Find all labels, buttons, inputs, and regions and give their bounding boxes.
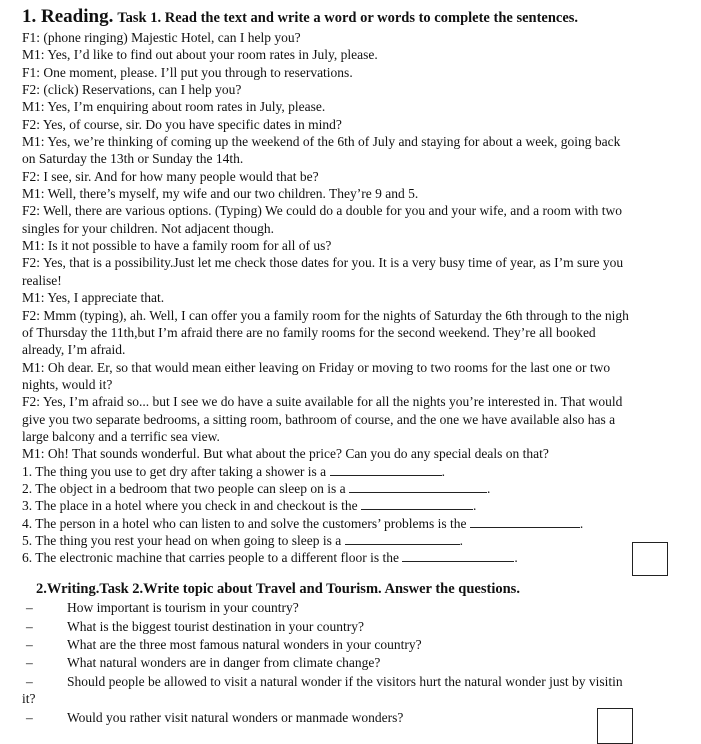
- transcript-line: F2: Yes, that is a possibility.Just let me check those dates for you. It is a very busy time of year, as I’m sure you: [22, 255, 624, 271]
- transcript-line: singles for your children. Not adjacent though.: [22, 220, 274, 236]
- writing-question: [0, 618, 701, 636]
- answer-blank[interactable]: [349, 480, 487, 493]
- transcript-line: M1: Yes, I appreciate that.: [22, 290, 165, 306]
- transcript-line: F2: Yes, I’m afraid so... but I see we do have a suite available for all the nights you’re interested in. That would: [22, 394, 623, 410]
- transcript-line: on Saturday the 13th or Sunday the 14th.: [22, 151, 244, 167]
- transcript-line: large balcony and a terrific sea view.: [22, 428, 220, 444]
- sentence-item: [22, 532, 698, 549]
- sentence-end: .: [459, 532, 463, 548]
- dash-bullet: –: [26, 619, 33, 634]
- transcript-line: F1: One moment, please. I’ll put you through to reservations.: [22, 64, 353, 80]
- transcript-line: M1: Is it not possible to have a family room for all of us?: [22, 238, 332, 254]
- transcript-line: already, I’m afraid.: [22, 342, 126, 358]
- transcript-line: M1: Yes, I’m enquiring about room rates in July, please.: [22, 99, 326, 115]
- transcript-line: M1: Yes, I’d like to find out about your room rates in July, please.: [22, 47, 378, 63]
- writing-section-number: 2.Writing.: [36, 581, 100, 597]
- question-text: What is the biggest tourist destination in your country?: [67, 619, 364, 634]
- sentence-text: 3. The place in a hotel where you check in and checkout is the: [22, 498, 358, 514]
- sentence-item: [22, 549, 698, 566]
- question-text: What natural wonders are in danger from climate change?: [67, 655, 381, 670]
- dash-bullet: –: [26, 710, 33, 725]
- answer-blank[interactable]: [361, 497, 473, 510]
- dash-bullet: –: [26, 637, 33, 652]
- answer-blank[interactable]: [345, 532, 460, 545]
- transcript-line: nights, would it?: [22, 376, 113, 392]
- transcript-line: F2: Well, there are various options. (Typing) We could do a double for you and your wife, and a room with two: [22, 203, 623, 219]
- question-text: Would you rather visit natural wonders or manmade wonders?: [67, 710, 404, 725]
- sentence-end: .: [487, 480, 491, 496]
- question-text: Should people be allowed to visit a natural wonder if the visitors hurt the natural wonder just by visitin: [67, 674, 623, 689]
- question-text: What are the three most famous natural wonders in your country?: [67, 637, 422, 652]
- reading-transcript: [22, 29, 698, 567]
- transcript-line: of Thursday the 11th,but I’m afraid there are no family rooms for the second weekend. They’re all booked: [22, 324, 596, 340]
- answer-blank[interactable]: [470, 515, 580, 528]
- reading-heading: [22, 6, 578, 28]
- question-continuation: it?: [22, 691, 36, 706]
- transcript-line: F2: Mmm (typing), ah. Well, I can offer you a family room for the nights of Saturday the 6th through to the nigh: [22, 307, 629, 323]
- transcript-line: give you two separate bedrooms, a sitting room, bathroom of course, and the one we have available also has a: [22, 411, 616, 427]
- sentence-item: [22, 497, 698, 514]
- sentence-item: [22, 480, 698, 497]
- transcript-line: F2: I see, sir. And for how many people would that be?: [22, 168, 319, 184]
- sentence-text: 4. The person in a hotel who can listen to and solve the customers’ problems is the: [22, 515, 467, 531]
- question-text: How important is tourism in your country?: [67, 600, 299, 615]
- transcript-line: F2: (click) Reservations, can I help you?: [22, 82, 242, 98]
- sentence-text: 2. The object in a bedroom that two people can sleep on is a: [22, 480, 346, 496]
- dash-bullet: –: [26, 674, 33, 689]
- sentence-item: [22, 515, 698, 532]
- transcript-line: F2: Yes, of course, sir. Do you have specific dates in mind?: [22, 116, 342, 132]
- transcript-line: F1: (phone ringing) Majestic Hotel, can I help you?: [22, 30, 301, 45]
- sentence-end: .: [579, 515, 584, 531]
- transcript-line: M1: Yes, we’re thinking of coming up the weekend of the 6th of July and staying for about a week, going back: [22, 134, 621, 150]
- sentence-text: 6. The electronic machine that carries people to a different floor is the: [22, 550, 399, 566]
- reading-section-number: 1. Reading.: [22, 6, 114, 27]
- writing-task-instruction: Task 2.Write topic about Travel and Tourism. Answer the questions.: [99, 581, 520, 597]
- writing-question: [0, 654, 701, 672]
- dash-bullet: –: [26, 655, 33, 670]
- sentence-end: .: [514, 550, 518, 566]
- writing-question: [0, 599, 701, 617]
- reading-task-instruction: Task 1. Read the text and write a word or words to complete the sentences.: [117, 10, 579, 26]
- sentence-text: 1. The thing you use to get dry after taking a shower is a: [22, 463, 327, 479]
- sentence-end: .: [441, 463, 445, 479]
- sentence-end: .: [473, 498, 477, 514]
- writing-question: [0, 709, 701, 727]
- sentence-item: [22, 463, 698, 480]
- transcript-line: M1: Oh dear. Er, so that would mean either leaving on Friday or moving to two rooms for the last one or two: [22, 359, 611, 375]
- dash-bullet: –: [26, 600, 33, 615]
- transcript-line: realise!: [22, 272, 62, 288]
- answer-blank[interactable]: [402, 549, 514, 562]
- writing-question: [0, 636, 701, 654]
- answer-box[interactable]: [632, 542, 668, 576]
- answer-blank[interactable]: [330, 463, 442, 476]
- transcript-line: M1: Well, there’s myself, my wife and our two children. They’re 9 and 5.: [22, 186, 419, 202]
- sentence-text: 5. The thing you rest your head on when going to sleep is a: [22, 532, 342, 548]
- answer-box[interactable]: [597, 708, 633, 744]
- writing-heading: [36, 581, 520, 598]
- transcript-line: M1: Oh! That sounds wonderful. But what about the price? Can you do any special deals on that?: [22, 446, 549, 462]
- writing-question: [0, 673, 701, 691]
